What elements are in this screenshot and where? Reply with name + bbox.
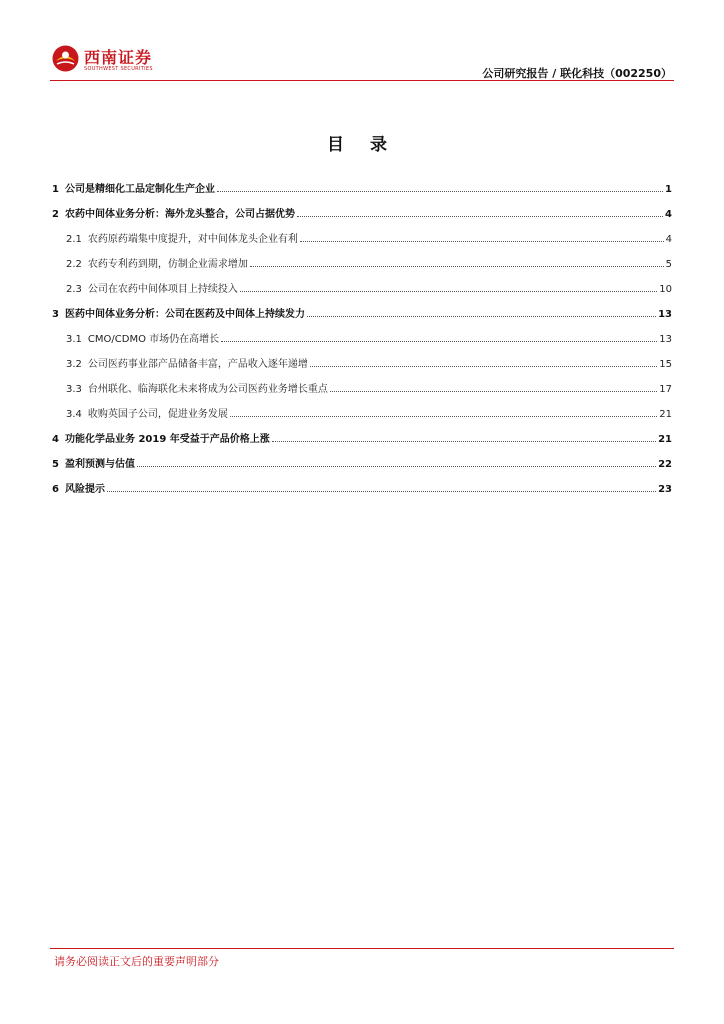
toc-leader-dots: [310, 366, 657, 367]
toc-entry[interactable]: [52, 195, 672, 220]
toc-subentry[interactable]: [52, 220, 672, 245]
toc-entry-page: 15: [659, 359, 672, 370]
toc-entry-number: 6: [52, 484, 59, 495]
footer-divider: [50, 948, 674, 949]
toc-entry[interactable]: [52, 170, 672, 195]
toc-entry[interactable]: [52, 295, 672, 320]
toc-entry-number: 2: [52, 209, 59, 220]
toc-subentry[interactable]: [52, 245, 672, 270]
toc-entry-text: 台州联化、临海联化未来将成为公司医药业务增长重点: [87, 384, 328, 395]
toc-entry-page: 1: [665, 184, 672, 195]
toc-leader-dots: [300, 241, 664, 242]
toc-entry-number: 3: [52, 309, 59, 320]
toc-entry-text: 收购英国子公司，促进业务发展: [87, 409, 228, 420]
toc-entry-text: 公司医药事业部产品储备丰富，产品收入逐年递增: [87, 359, 308, 370]
toc-entry-text: 公司是精细化工品定制化生产企业: [64, 184, 215, 195]
toc-entry-page: 21: [658, 434, 672, 445]
toc-entry-page: 22: [658, 459, 672, 470]
toc-subentry[interactable]: [52, 345, 672, 370]
toc-leader-dots: [297, 216, 663, 217]
toc-subentry[interactable]: [52, 395, 672, 420]
toc-subentry[interactable]: [52, 320, 672, 345]
toc-entry-text: CMO/CDMO 市场仍在高增长: [87, 334, 220, 345]
toc-entry-text: 盈利预测与估值: [64, 459, 135, 470]
toc-leader-dots: [330, 391, 657, 392]
logo-chinese-name: 西南证券: [84, 48, 153, 67]
toc-leader-dots: [240, 291, 657, 292]
toc-entry-page: 21: [659, 409, 672, 420]
toc-title: 目 录: [327, 135, 397, 155]
toc-leader-dots: [137, 466, 656, 467]
toc-entry-number: 3.3: [66, 384, 82, 395]
table-of-contents: [52, 170, 672, 495]
toc-entry[interactable]: [52, 420, 672, 445]
toc-entry-number: 2.2: [66, 259, 82, 270]
toc-entry-page: 17: [659, 384, 672, 395]
footer-disclaimer: 请务必阅读正文后的重要声明部分: [54, 955, 219, 968]
company-logo: [52, 43, 172, 77]
toc-leader-dots: [272, 441, 656, 442]
toc-subentry[interactable]: [52, 370, 672, 395]
toc-entry[interactable]: [52, 470, 672, 495]
toc-entry-page: 10: [659, 284, 672, 295]
toc-leader-dots: [221, 341, 657, 342]
toc-leader-dots: [250, 266, 664, 267]
toc-entry-number: 3.2: [66, 359, 82, 370]
toc-entry-page: 23: [658, 484, 672, 495]
logo-english-name: SOUTHWEST SECURITIES: [84, 66, 153, 72]
toc-leader-dots: [217, 191, 663, 192]
toc-entry-page: 4: [665, 234, 672, 245]
toc-entry-text: 医药中间体业务分析：公司在医药及中间体上持续发力: [64, 309, 305, 320]
toc-entry-number: 2.3: [66, 284, 82, 295]
toc-entry-text: 公司在农药中间体项目上持续投入: [87, 284, 238, 295]
toc-entry-text: 农药专利药到期，仿制企业需求增加: [87, 259, 248, 270]
toc-entry-number: 5: [52, 459, 59, 470]
toc-entry-number: 3.1: [66, 334, 82, 345]
toc-entry-number: 2.1: [66, 234, 82, 245]
toc-entry-page: 13: [658, 309, 672, 320]
toc-leader-dots: [307, 316, 656, 317]
toc-entry-text: 风险提示: [64, 484, 105, 495]
toc-leader-dots: [230, 416, 657, 417]
toc-leader-dots: [107, 491, 656, 492]
toc-entry-number: 1: [52, 184, 59, 195]
toc-entry-page: 13: [659, 334, 672, 345]
toc-entry-number: 3.4: [66, 409, 82, 420]
toc-entry-number: 4: [52, 434, 59, 445]
report-header: 公司研究报告 / 联化科技（002250）: [482, 67, 672, 80]
logo-emblem-icon: [52, 45, 79, 72]
toc-entry-page: 4: [665, 209, 672, 220]
toc-entry-text: 农药原药端集中度提升，对中间体龙头企业有利: [87, 234, 298, 245]
header-divider: [50, 80, 674, 81]
toc-subentry[interactable]: [52, 270, 672, 295]
toc-entry-page: 5: [665, 259, 672, 270]
toc-entry[interactable]: [52, 445, 672, 470]
toc-entry-text: 农药中间体业务分析：海外龙头整合，公司占据优势: [64, 209, 295, 220]
toc-entry-text: 功能化学品业务 2019 年受益于产品价格上涨: [64, 434, 270, 445]
